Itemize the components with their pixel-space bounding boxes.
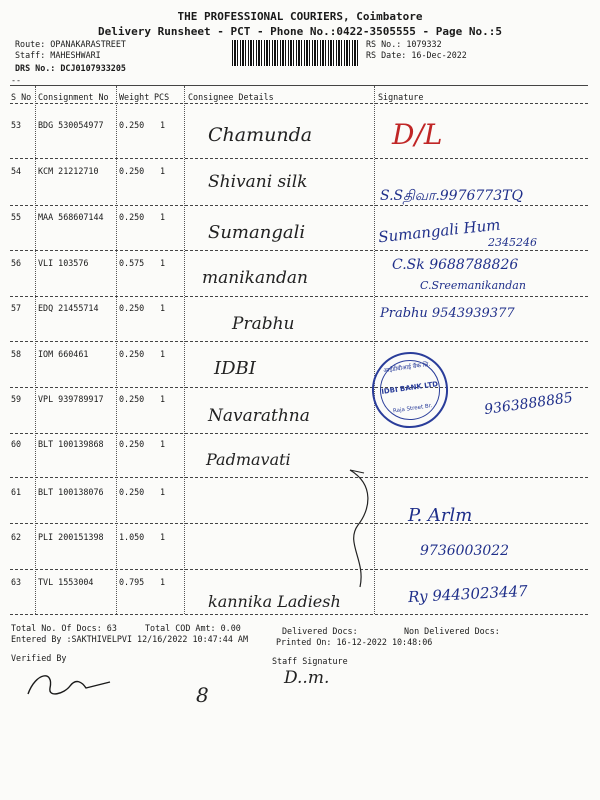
consignee-handwriting: Sumangali bbox=[208, 222, 306, 243]
signature-handwriting: 9363888885 bbox=[483, 389, 574, 419]
col-divider bbox=[116, 86, 117, 614]
row-pcs: 1 bbox=[160, 439, 166, 449]
row-pcs: 1 bbox=[160, 258, 166, 268]
col-weight: Weight bbox=[119, 92, 150, 102]
consignee-handwriting: kannika Ladiesh bbox=[208, 592, 341, 611]
stamp-bottom-text: Raja Street Br. bbox=[392, 403, 433, 415]
row-rule bbox=[10, 250, 588, 251]
row-consignment-no: VPL 939789917 bbox=[38, 394, 104, 404]
row-weight: 0.795 bbox=[119, 577, 145, 587]
row-consignment-no: PLI 200151398 bbox=[38, 532, 104, 542]
signature-phone: 9736003022 bbox=[420, 543, 510, 559]
total-cod: Total COD Amt: 0.00 bbox=[145, 623, 241, 633]
header-bottom-rule bbox=[10, 103, 588, 104]
printed-on: Printed On: 16-12-2022 10:48:06 bbox=[276, 637, 433, 647]
row-rule bbox=[10, 158, 588, 159]
consignee-handwriting: Prabhu bbox=[232, 314, 295, 334]
col-sno: S No bbox=[11, 92, 32, 102]
row-consignment-no: KCM 21212710 bbox=[38, 166, 99, 176]
table-bottom-rule bbox=[10, 614, 588, 615]
row-consignment-no: MAA 568607144 bbox=[38, 212, 104, 222]
signature-phone: 2345246 bbox=[488, 236, 537, 249]
row-sno: 56 bbox=[11, 258, 22, 268]
row-consignment-no: IOM 660461 bbox=[38, 349, 89, 359]
row-weight: 0.250 bbox=[119, 166, 145, 176]
dash-mark: -- bbox=[11, 75, 22, 85]
col-consignment: Consignment No bbox=[38, 92, 109, 102]
row-rule bbox=[10, 569, 588, 570]
consignee-handwriting: Chamunda bbox=[208, 124, 313, 146]
non-delivered-docs: Non Delivered Docs: bbox=[404, 626, 500, 636]
row-rule bbox=[10, 205, 588, 206]
row-weight: 0.250 bbox=[119, 394, 145, 404]
row-consignment-no: BLT 100139868 bbox=[38, 439, 104, 449]
runsheet-subtitle: Delivery Runsheet - PCT - Phone No.:0422-3505555 - Page No.:5 bbox=[98, 25, 502, 38]
signature-handwriting: Prabhu 9543939377 bbox=[380, 306, 515, 321]
row-sno: 59 bbox=[11, 394, 22, 404]
staff-label: Staff: MAHESHWARI bbox=[15, 50, 101, 60]
company-title: THE PROFESSIONAL COURIERS, Coimbatore bbox=[177, 10, 423, 23]
col-divider bbox=[35, 86, 36, 614]
signature-handwriting: S.Sதிவா.9976773TQ bbox=[380, 188, 523, 204]
consignee-handwriting: Padmavati bbox=[206, 450, 291, 469]
row-consignment-no: VLI 103576 bbox=[38, 258, 89, 268]
consignee-handwriting: Shivani silk bbox=[208, 172, 308, 192]
row-sno: 55 bbox=[11, 212, 22, 222]
rs-date: RS Date: 16-Dec-2022 bbox=[366, 50, 467, 60]
entered-by: Entered By :SAKTHIVELPVI 12/16/2022 10:47:44 AM bbox=[11, 634, 248, 644]
col-divider bbox=[184, 86, 185, 614]
row-pcs: 1 bbox=[160, 212, 166, 222]
row-sno: 57 bbox=[11, 303, 22, 313]
consignee-handwriting: manikandan bbox=[202, 268, 308, 288]
signature-handwriting: C.Sk 9688788826 bbox=[392, 257, 519, 273]
signature-name: C.Sreemanikandan bbox=[420, 279, 526, 292]
row-sno: 58 bbox=[11, 349, 22, 359]
row-pcs: 1 bbox=[160, 349, 166, 359]
row-weight: 1.050 bbox=[119, 532, 145, 542]
row-consignment-no: BDG 530054977 bbox=[38, 120, 104, 130]
verifier-signature bbox=[24, 664, 114, 704]
row-sno: 61 bbox=[11, 487, 22, 497]
staff-signature-label: Staff Signature bbox=[272, 656, 348, 666]
row-weight: 0.250 bbox=[119, 349, 145, 359]
consignee-handwriting: IDBI bbox=[214, 358, 256, 379]
row-rule bbox=[10, 296, 588, 297]
row-consignment-no: EDQ 21455714 bbox=[38, 303, 99, 313]
row-pcs: 1 bbox=[160, 487, 166, 497]
row-rule bbox=[10, 387, 588, 388]
route-label: Route: OPANAKARASTREET bbox=[15, 39, 126, 49]
row-sno: 60 bbox=[11, 439, 22, 449]
row-consignment-no: TVL 1553004 bbox=[38, 577, 94, 587]
total-docs: Total No. Of Docs: 63 bbox=[11, 623, 117, 633]
row-weight: 0.250 bbox=[119, 212, 145, 222]
row-weight: 0.575 bbox=[119, 258, 145, 268]
row-rule bbox=[10, 523, 588, 524]
handwritten-mark: 8 bbox=[196, 683, 209, 707]
col-consignee: Consignee Details bbox=[188, 92, 274, 102]
row-pcs: 1 bbox=[160, 532, 166, 542]
row-sno: 53 bbox=[11, 120, 22, 130]
signature-handwriting: Ry 9443023447 bbox=[407, 581, 529, 607]
drs-number: DRS No.: DCJ0107933205 bbox=[15, 63, 126, 73]
row-weight: 0.250 bbox=[119, 120, 145, 130]
signature-handwriting: P. Arlm bbox=[408, 505, 473, 526]
consignee-handwriting: Navarathna bbox=[208, 406, 310, 426]
barcode bbox=[232, 40, 360, 66]
row-weight: 0.250 bbox=[119, 487, 145, 497]
col-signature: Signature bbox=[378, 92, 424, 102]
handwritten-bracket bbox=[330, 465, 390, 595]
row-sno: 62 bbox=[11, 532, 22, 542]
row-rule bbox=[10, 341, 588, 342]
row-rule bbox=[10, 433, 588, 434]
header-top-rule bbox=[10, 85, 588, 86]
row-pcs: 1 bbox=[160, 303, 166, 313]
row-weight: 0.250 bbox=[119, 303, 145, 313]
rs-number: RS No.: 1079332 bbox=[366, 39, 442, 49]
row-pcs: 1 bbox=[160, 120, 166, 130]
signature-handwriting: Sumangali Hum bbox=[377, 215, 502, 247]
staff-initials: D..m. bbox=[284, 668, 330, 688]
delivered-docs: Delivered Docs: bbox=[282, 626, 358, 636]
row-sno: 54 bbox=[11, 166, 22, 176]
signature-handwriting: D/L bbox=[392, 118, 443, 151]
stamp-top-text: आईडीबीआई बैंक लि. bbox=[382, 360, 431, 375]
verified-by-label: Verified By bbox=[11, 653, 67, 663]
row-weight: 0.250 bbox=[119, 439, 145, 449]
row-pcs: 1 bbox=[160, 166, 166, 176]
stamp-center-text: IDBI BANK LTD bbox=[380, 380, 439, 396]
row-pcs: 1 bbox=[160, 577, 166, 587]
bank-stamp bbox=[367, 347, 453, 433]
row-pcs: 1 bbox=[160, 394, 166, 404]
row-rule bbox=[10, 477, 588, 478]
row-consignment-no: BLT 100138076 bbox=[38, 487, 104, 497]
col-pcs: PCS bbox=[154, 92, 170, 102]
row-sno: 63 bbox=[11, 577, 22, 587]
